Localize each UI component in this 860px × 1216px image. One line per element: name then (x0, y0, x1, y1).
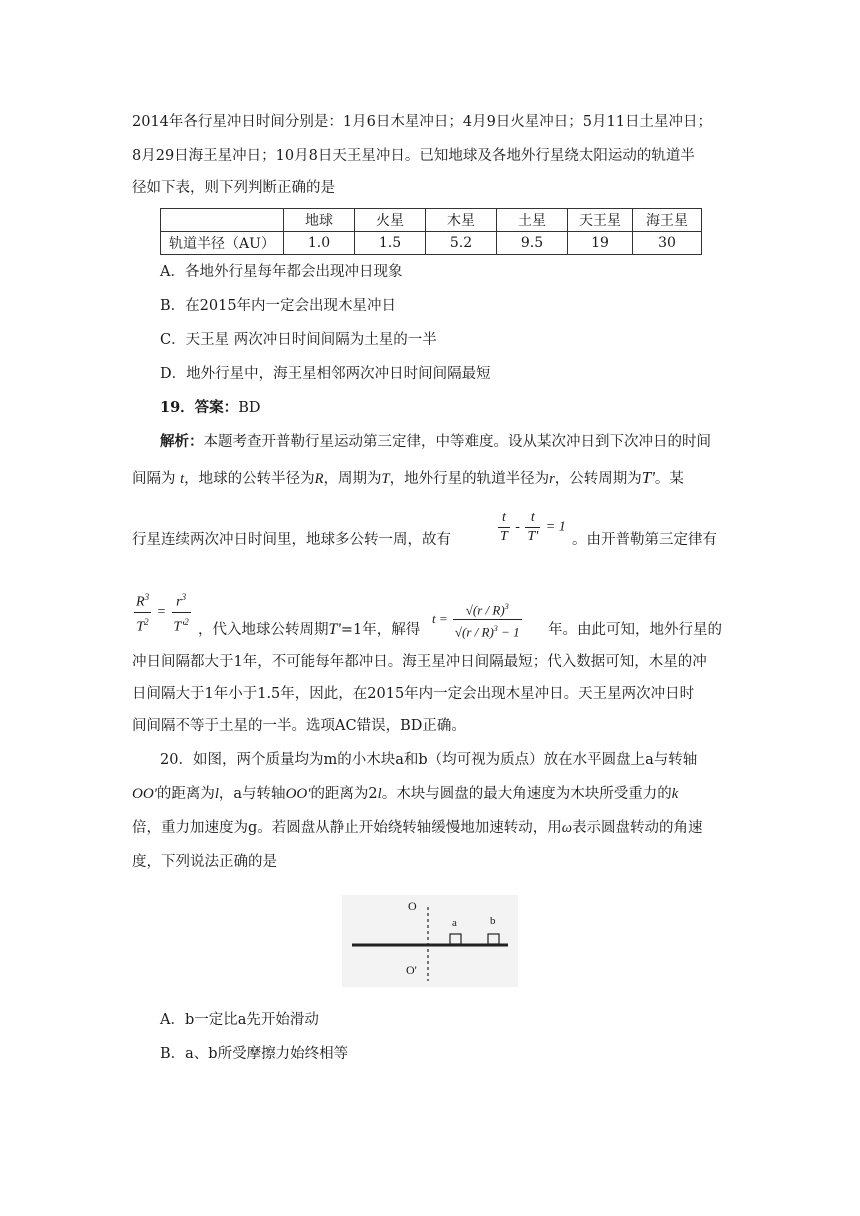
table-header-cell (161, 209, 284, 232)
table-row-label: 轨道半径（AU） (161, 232, 284, 255)
q20-line-3 (132, 818, 703, 838)
analysis-line-5: 冲日间隔都大于1年，不可能每年都冲日。海王星冲日间隔最短；代入数据可知，木星的冲 (132, 654, 707, 670)
answer-label: 19．答案： (160, 399, 239, 416)
analysis-text: 本题考查开普勒行星运动第三定律，中等难度。设从某次冲日到下次冲日的时间 (203, 434, 711, 450)
q20-text: ，a与转轴 (218, 786, 286, 802)
q20-option-a: A．b一定比a先开始滑动 (160, 1012, 319, 1028)
q20-text: 的距离为 (156, 786, 215, 802)
label-O-prime: O' (406, 963, 417, 977)
q20-text: 。木块与圆盘的最大角速度为木块所受重力的 (381, 786, 672, 802)
table-header-cell: 木星 (426, 209, 497, 232)
option-d: D．地外行星中，海王星相邻两次冲日时间间隔最短 (160, 366, 491, 382)
analysis-label: 解析： (160, 433, 204, 450)
analysis-line-2 (132, 468, 684, 489)
option-b: B．在2015年内一定会出现木星冲日 (160, 298, 397, 314)
analysis-text: 。某 (654, 471, 684, 487)
var-t: t (180, 471, 185, 487)
q20-option-b: B．a、b所受摩擦力始终相等 (160, 1046, 349, 1062)
var-T: T (381, 471, 390, 487)
analysis-line-6: 日间隔大于1年小于1.5年，因此，在2015年内一定会出现木星冲日。天王星两次冲日时 (132, 686, 695, 702)
formula-synodic: $\frac{t}{T}$ - $\frac{t}{T'}$ = 1 (500, 510, 566, 544)
var-l: l (377, 786, 382, 802)
turntable-figure (342, 895, 518, 987)
option-a: A．各地外行星每年都会出现冲日现象 (160, 264, 403, 280)
table-header-cell: 天王星 (568, 209, 633, 232)
analysis-line-4c: 年。由此可知，地外行星的 (548, 622, 722, 638)
analysis-text: 行星连续两次冲日时间里，地球多公转一周，故有 (132, 532, 451, 548)
var-OO-prime: OO' (285, 786, 311, 802)
table-header-cell: 海王星 (633, 209, 702, 232)
q20-text: 倍，重力加速度为g。若圆盘从静止开始绕转轴缓慢地加速转动，用 (132, 820, 562, 836)
var-r: r (549, 471, 555, 487)
analysis-text: =1年，解得 (340, 622, 421, 638)
analysis-line-4a (198, 620, 420, 640)
label-b: b (490, 915, 496, 927)
formula-solution: t = $\frac{√(r / R)^3}{√(r / R)^3 - 1}$ (432, 598, 524, 642)
var-k: k (671, 786, 679, 802)
answer-value: BD (238, 400, 261, 416)
analysis-text: ，地球的公转半径为 (184, 471, 315, 487)
intro-line-3: 径如下表，则下列判断正确的是 (132, 180, 335, 196)
table-header-cell: 土星 (497, 209, 568, 232)
analysis-text: ，代入地球公转周期 (198, 622, 329, 638)
label-a: a (452, 917, 457, 929)
analysis-line-3 (132, 530, 451, 550)
analysis-text: ，公转周期为 (554, 471, 642, 487)
table-cell: 30 (633, 232, 702, 255)
table-cell: 1.5 (355, 232, 426, 255)
label-O: O (408, 899, 417, 913)
analysis-text: ，周期为 (323, 471, 382, 487)
var-R: R (314, 471, 324, 487)
analysis-line-3b: 。由开普勒第三定律有 (572, 532, 717, 548)
analysis-text: 间隔为 (132, 471, 176, 487)
var-T-prime: T' (328, 621, 341, 638)
block-a (450, 934, 461, 944)
turntable-diagram (342, 895, 518, 987)
q20-line-2 (132, 784, 678, 804)
table-header-cell: 火星 (355, 209, 426, 232)
table-cell: 5.2 (426, 232, 497, 255)
analysis-line-7: 间间隔不等于土星的一半。选项AC错误，BD正确。 (132, 718, 466, 734)
table-row (161, 232, 702, 255)
q20-line-1: 20．如图，两个质量均为m的小木块a和b（均可视为质点）放在水平圆盘上a与转轴 (160, 752, 698, 768)
option-c: C．天王星 两次冲日时间间隔为土星的一半 (160, 332, 437, 348)
var-T-prime: T' (641, 468, 655, 487)
intro-line-1: 2014年各行星冲日时间分别是：1月6日木星冲日；4月9日火星冲日；5月11日土星冲日； (132, 114, 712, 130)
var-l: l (214, 786, 219, 802)
table-header-cell: 地球 (284, 209, 355, 232)
q20-text: 表示圆盘转动的角速 (572, 820, 703, 836)
var-omega: ω (561, 820, 573, 836)
analysis-text: ，地外行星的轨道半径为 (389, 471, 550, 487)
table-header-row (161, 209, 702, 232)
answer-line (160, 398, 260, 418)
var-OO-prime: OO' (132, 786, 157, 802)
q20-text: 的距离为2 (310, 786, 378, 802)
intro-line-2: 8月29日海王星冲日；10月8日天王星冲日。已知地球及各地外行星绕太阳运动的轨道半 (132, 148, 695, 164)
table-cell: 19 (568, 232, 633, 255)
analysis-line-1 (160, 432, 711, 452)
formula-kepler: $\frac{R^3}{T^2}$ = $\frac{r^3}{T'^2}$ (132, 588, 193, 636)
block-b (488, 934, 499, 944)
orbit-radius-table (160, 208, 702, 255)
q20-line-4: 度，下列说法正确的是 (132, 854, 277, 870)
table-cell: 1.0 (284, 232, 355, 255)
table-cell: 9.5 (497, 232, 568, 255)
